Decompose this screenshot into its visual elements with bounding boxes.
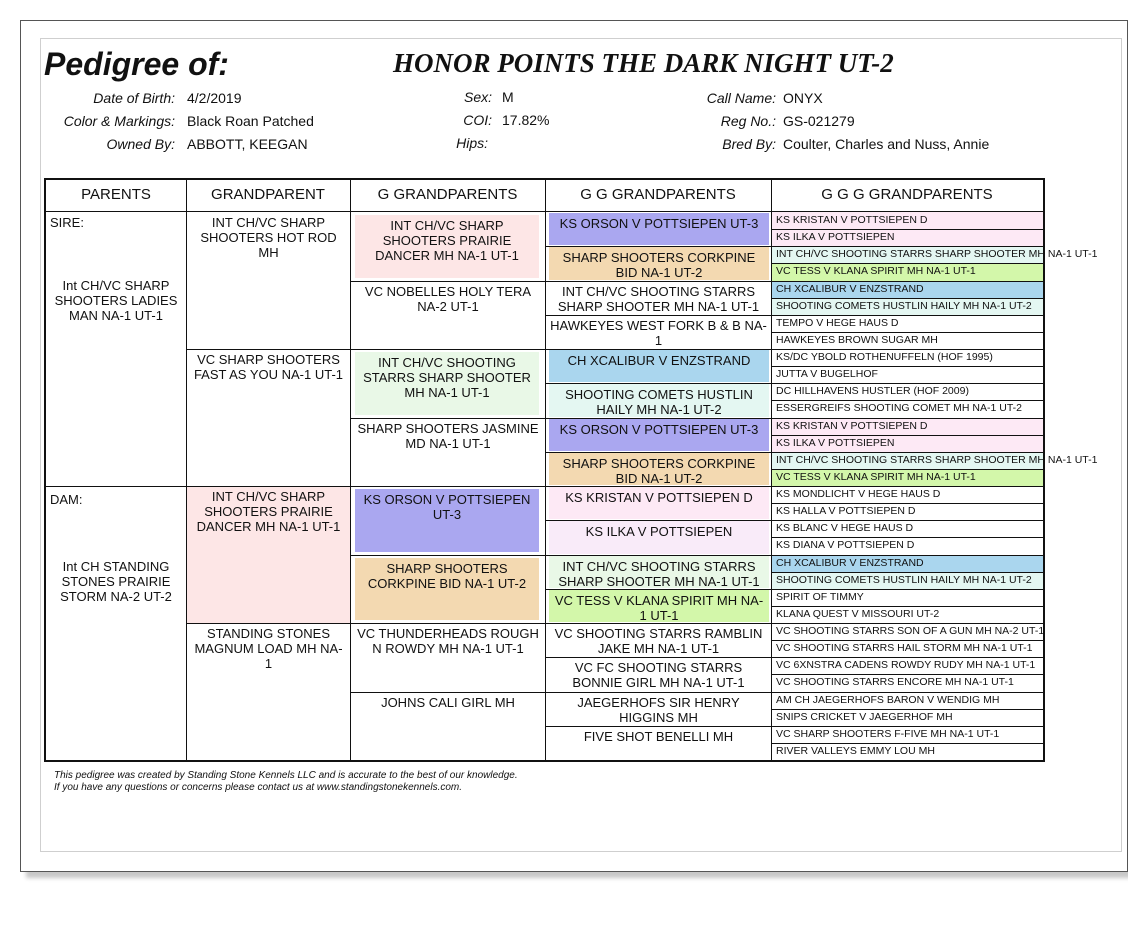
- row-divider: [545, 315, 1043, 316]
- color-label: Color & Markings:: [63, 113, 175, 129]
- header-ggg-grandparents: G G G GRANDPARENTS: [771, 180, 1043, 212]
- footer-contact: If you have any questions or concerns please contact us at www.standingstonekennels.com.: [54, 782, 463, 793]
- row-divider: [771, 537, 1043, 538]
- ggg-grandparent-cell: INT CH/VC SHOOTING STARRS SHARP SHOOTER MH NA-1 UT-1: [772, 452, 1043, 469]
- pedigree-table: [44, 178, 1098, 762]
- ggg-grandparent-cell: SPIRIT OF TIMMY: [776, 590, 864, 603]
- ggg-grandparent-cell: ESSERGREIFS SHOOTING COMET MH NA-1 UT-2: [776, 402, 1023, 415]
- gg-grandparent-cell: KS ILKA V POTTSIEPEN: [549, 521, 769, 553]
- gg-grandparent-cell: SHARP SHOOTERS CORKPINE BID NA-1 UT-2: [549, 453, 769, 485]
- gg-grandparent-cell: KS KRISTAN V POTTSIEPEN D: [549, 487, 769, 519]
- grandparent-cell: INT CH/VC SHARP SHOOTERS HOT ROD MH: [200, 215, 337, 260]
- row-divider: [545, 589, 1043, 590]
- g-grandparent-cell: VC THUNDERHEADS ROUGH N ROWDY MH NA-1 UT-1: [357, 626, 539, 656]
- row-divider: [771, 674, 1043, 675]
- ggg-grandparent-cell: KS KRISTAN V POTTSIEPEN D: [772, 418, 1043, 435]
- owner-value: ABBOTT, KEEGAN: [187, 136, 308, 152]
- ggg-grandparent-cell: VC 6XNSTRA CADENS ROWDY RUDY MH NA-1 UT-1: [776, 659, 1036, 672]
- gg-grandparent-cell: KS ORSON V POTTSIEPEN UT-3: [549, 213, 769, 245]
- row-divider: [771, 572, 1043, 573]
- ggg-grandparent-cell: CH XCALIBUR V ENZSTRAND: [772, 555, 1043, 572]
- g-grandparent-cell: INT CH/VC SHARP SHOOTERS PRAIRIE DANCER MH NA-1 UT-1: [355, 215, 539, 278]
- row-divider: [350, 692, 1043, 693]
- header-parents: PARENTS: [46, 180, 186, 212]
- ggg-grandparent-cell: INT CH/VC SHOOTING STARRS SHARP SHOOTER MH NA-1 UT-1: [772, 246, 1043, 263]
- gg-grandparent-cell: VC TESS V KLANA SPIRIT MH NA-1 UT-1: [549, 590, 769, 622]
- ggg-grandparent-cell: KS KRISTAN V POTTSIEPEN D: [772, 212, 1043, 229]
- gg-grandparent-cell: INT CH/VC SHOOTING STARRS SHARP SHOOTER MH NA-1 UT-1: [549, 556, 769, 588]
- row-divider: [771, 435, 1043, 436]
- dam-label: DAM:: [50, 492, 83, 507]
- gg-grandparent-cell: FIVE SHOT BENELLI MH: [583, 728, 734, 744]
- row-divider: [771, 743, 1043, 744]
- coi-label: COI:: [463, 112, 492, 128]
- row-divider: [350, 281, 1043, 282]
- header-grandparent: GRANDPARENT: [186, 180, 350, 212]
- reg-no-label: Reg No.:: [720, 113, 776, 129]
- hips-label: Hips:: [456, 135, 488, 151]
- ggg-grandparent-cell: VC SHOOTING STARRS ENCORE MH NA-1 UT-1: [776, 676, 1014, 689]
- dob-label: Date of Birth:: [93, 90, 175, 106]
- row-divider: [545, 520, 1043, 521]
- row-divider: [46, 486, 1043, 487]
- row-divider: [771, 332, 1043, 333]
- ggg-grandparent-cell: VC SHARP SHOOTERS F-FIVE MH NA-1 UT-1: [776, 727, 1000, 740]
- ggg-grandparent-cell: KLANA QUEST V MISSOURI UT-2: [776, 607, 940, 620]
- ggg-grandparent-cell: KS DIANA V POTTSIEPEN D: [776, 539, 915, 552]
- row-divider: [771, 298, 1043, 299]
- gg-grandparent-cell: KS ORSON V POTTSIEPEN UT-3: [549, 419, 769, 451]
- ggg-grandparent-cell: SHOOTING COMETS HUSTLIN HAILY MH NA-1 UT-2: [772, 572, 1043, 589]
- ggg-grandparent-cell: SHOOTING COMETS HUSTLIN HAILY MH NA-1 UT-2: [772, 298, 1043, 315]
- gg-grandparent-cell: SHARP SHOOTERS CORKPINE BID NA-1 UT-2: [549, 247, 769, 279]
- column-divider: [545, 180, 546, 760]
- ggg-grandparent-cell: KS ILKA V POTTSIEPEN: [772, 229, 1043, 246]
- row-divider: [771, 229, 1043, 230]
- column-divider: [350, 180, 351, 760]
- column-divider: [186, 180, 187, 760]
- ggg-grandparent-cell: KS HALLA V POTTSIEPEN D: [776, 505, 916, 518]
- grandparent-cell: INT CH/VC SHARP SHOOTERS PRAIRIE DANCER MH NA-1 UT-1: [187, 486, 350, 623]
- gg-grandparent-cell: VC SHOOTING STARRS RAMBLIN JAKE MH NA-1 UT-1: [554, 626, 763, 656]
- gg-grandparent-cell: CH XCALIBUR V ENZSTRAND: [549, 350, 769, 382]
- ggg-grandparent-cell: VC TESS V KLANA SPIRIT MH NA-1 UT-1: [772, 263, 1043, 280]
- ggg-grandparent-cell: SNIPS CRICKET V JAEGERHOF MH: [776, 710, 953, 723]
- row-divider: [545, 452, 1043, 453]
- bred-by-value: Coulter, Charles and Nuss, Annie: [783, 136, 990, 152]
- ggg-grandparent-cell: KS BLANC V HEGE HAUS D: [776, 522, 914, 535]
- row-divider: [771, 503, 1043, 504]
- ggg-grandparent-cell: CH XCALIBUR V ENZSTRAND: [772, 281, 1043, 298]
- gg-grandparent-cell: SHOOTING COMETS HUSTLIN HAILY MH NA-1 UT-2: [549, 384, 769, 416]
- row-divider: [771, 606, 1043, 607]
- column-divider: [771, 180, 772, 760]
- row-divider: [545, 657, 1043, 658]
- ggg-grandparent-cell: JUTTA V BUGELHOF: [776, 368, 878, 381]
- g-grandparent-cell: SHARP SHOOTERS JASMINE MD NA-1 UT-1: [357, 420, 539, 451]
- row-divider: [771, 263, 1043, 264]
- ggg-grandparent-cell: HAWKEYES BROWN SUGAR MH: [776, 333, 938, 346]
- ggg-grandparent-cell: KS MONDLICHT V HEGE HAUS D: [776, 488, 941, 500]
- row-divider: [771, 400, 1043, 401]
- g-grandparent-cell: VC NOBELLES HOLY TERA NA-2 UT-1: [364, 283, 532, 314]
- grandparent-cell: VC SHARP SHOOTERS FAST AS YOU NA-1 UT-1: [193, 352, 344, 382]
- ggg-grandparent-cell: VC SHOOTING STARRS HAIL STORM MH NA-1 UT-1: [776, 642, 1033, 655]
- row-divider: [350, 418, 1043, 419]
- g-grandparent-cell: SHARP SHOOTERS CORKPINE BID NA-1 UT-2: [355, 558, 539, 621]
- header-gg-grandparents: G G GRANDPARENTS: [545, 180, 771, 212]
- sire-name: Int CH/VC SHARP SHOOTERS LADIES MAN NA-1 UT-1: [54, 278, 178, 323]
- row-divider: [771, 709, 1043, 710]
- reg-no-value: GS-021279: [783, 113, 855, 129]
- ggg-grandparent-cell: DC HILLHAVENS HUSTLER (HOF 2009): [776, 385, 969, 398]
- owner-label: Owned By:: [106, 136, 175, 152]
- row-divider: [771, 469, 1043, 470]
- ggg-grandparent-cell: TEMPO V HEGE HAUS D: [776, 316, 899, 329]
- ggg-grandparent-cell: KS ILKA V POTTSIEPEN: [772, 435, 1043, 452]
- row-divider: [545, 383, 1043, 384]
- gg-grandparent-cell: JAEGERHOFS SIR HENRY HIGGINS MH: [577, 694, 740, 725]
- footer-disclaimer: This pedigree was created by Standing Stone Kennels LLC and is accurate to the best of our knowledge.: [54, 770, 518, 781]
- g-grandparent-cell: JOHNS CALI GIRL MH: [381, 694, 515, 710]
- gg-grandparent-cell: HAWKEYES WEST FORK B & B NA-1: [550, 317, 767, 348]
- ggg-grandparent-cell: RIVER VALLEYS EMMY LOU MH: [776, 744, 935, 757]
- row-divider: [545, 726, 1043, 727]
- call-name-value: ONYX: [783, 90, 823, 106]
- dam-name: Int CH STANDING STONES PRAIRIE STORM NA-2 UT-2: [60, 559, 172, 604]
- row-divider: [545, 246, 1043, 247]
- dob-value: 4/2/2019: [187, 90, 242, 106]
- coi-value: 17.82%: [502, 112, 550, 128]
- row-divider: [771, 366, 1043, 367]
- row-divider: [186, 623, 1043, 624]
- bred-by-label: Bred By:: [722, 136, 776, 152]
- sex-label: Sex:: [463, 89, 492, 105]
- ggg-grandparent-cell: AM CH JAEGERHOFS BARON V WENDIG MH: [776, 693, 1000, 706]
- row-divider: [771, 640, 1043, 641]
- ggg-grandparent-cell: KS/DC YBOLD ROTHENUFFELN (HOF 1995): [776, 351, 993, 363]
- g-grandparent-cell: KS ORSON V POTTSIEPEN UT-3: [355, 489, 539, 552]
- dog-name: HONOR POINTS THE DARK NIGHT UT-2: [393, 48, 894, 78]
- row-divider: [186, 349, 1043, 350]
- ggg-grandparent-cell: VC SHOOTING STARRS SON OF A GUN MH NA-2 UT-1: [776, 625, 1045, 637]
- sex-value: M: [502, 89, 514, 105]
- g-grandparent-cell: INT CH/VC SHOOTING STARRS SHARP SHOOTER MH NA-1 UT-1: [355, 352, 539, 415]
- grandparent-cell: STANDING STONES MAGNUM LOAD MH NA-1: [194, 626, 343, 671]
- color-value: Black Roan Patched: [187, 113, 314, 129]
- gg-grandparent-cell: INT CH/VC SHOOTING STARRS SHARP SHOOTER MH NA-1 UT-1: [557, 283, 760, 314]
- pedigree-label: Pedigree of:: [44, 46, 229, 82]
- sire-label: SIRE:: [50, 215, 84, 230]
- row-divider: [350, 555, 1043, 556]
- header-g-grandparents: G GRANDPARENTS: [350, 180, 545, 212]
- gg-grandparent-cell: VC FC SHOOTING STARRS BONNIE GIRL MH NA-1 UT-1: [572, 660, 745, 691]
- call-name-label: Call Name:: [706, 90, 776, 106]
- ggg-grandparent-cell: VC TESS V KLANA SPIRIT MH NA-1 UT-1: [772, 469, 1043, 486]
